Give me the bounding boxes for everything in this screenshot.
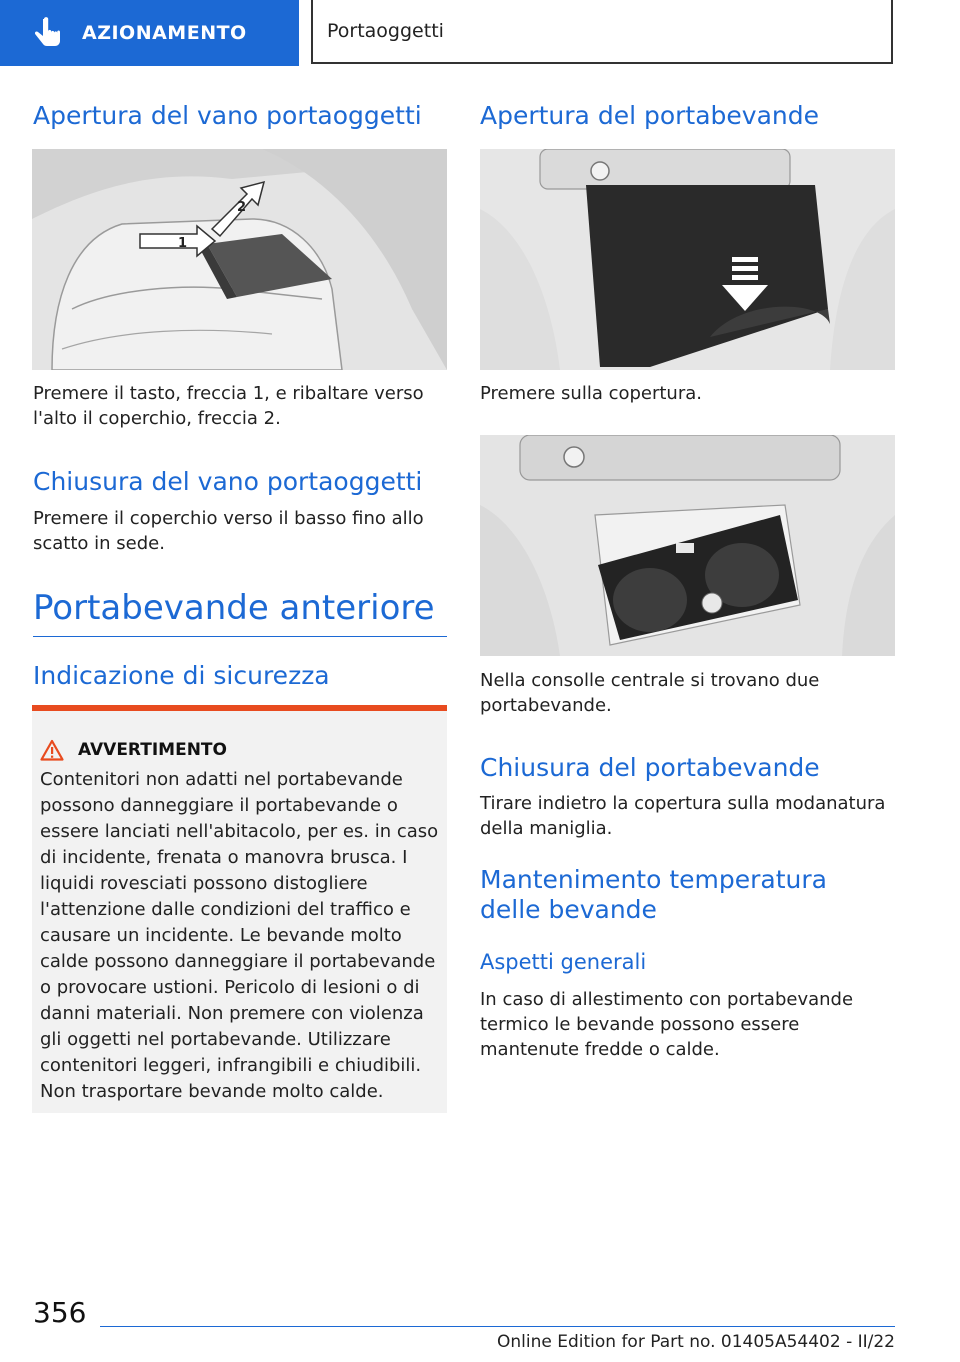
footer-edition: Online Edition for Part no. 01405A54402 - II/22 <box>496 1332 895 1352</box>
cupholder-open-image <box>480 435 895 656</box>
paragraph-console: Nella consolle centrale si trovano due portabevande. <box>480 670 820 716</box>
hand-press-icon <box>26 13 66 53</box>
arrow-2-label: 2 <box>237 200 247 215</box>
warning-header <box>40 739 227 761</box>
paragraph-open-glovebox: Premere il tasto, freccia 1, e ribaltare verso l'alto il coperchio, freccia 2. <box>33 383 424 429</box>
topic-tab[interactable] <box>311 0 893 64</box>
heading-close-cupholder: Chiusura del portabevande <box>480 753 820 782</box>
arrow-1-label: 1 <box>178 236 188 251</box>
paragraph-close-glovebox: Premere il coperchio verso il basso fino allo scatto in sede. <box>33 508 424 554</box>
section-tab[interactable] <box>0 0 299 66</box>
footer-rule <box>100 1326 895 1327</box>
heading-close-glovebox: Chiusura del vano portaoggetti <box>33 467 423 496</box>
heading-general: Aspetti generali <box>480 950 647 974</box>
warning-box <box>32 705 447 1113</box>
cupholder-cover-image <box>480 149 895 370</box>
warning-text: Contenitori non adatti nel portabevande possono danneggiare il portabevande o essere lanciati nell'abitacolo, per es. in caso di incidente, frenata o manovra brusca. I liquidi rovesciati possono distogliere l'attenzione dalle condizioni del traffico e causare un incidente. Le bevande molto calde possono danneggiare il portabevande o provocare ustioni. Pericolo di lesioni o di danni materiali. Non premere con violenza gli oggetti nel portabevande. Utilizzare contenitori leggeri, infrangibili e chiudibili. Non trasportare bevande molto calde. <box>40 769 439 1102</box>
heading-open-glovebox: Apertura del vano portaoggetti <box>33 101 422 130</box>
section-label: AZIONAMENTO <box>82 22 247 44</box>
page-number: 356 <box>33 1296 87 1329</box>
heading-front-cupholder: Portabevande anteriore <box>33 588 435 628</box>
paragraph-general: In caso di allestimento con portabevande termico le bevande possono essere mantenute fredde o calde. <box>480 989 854 1060</box>
heading-rule <box>33 636 447 637</box>
topic-label: Portaoggetti <box>327 20 444 42</box>
paragraph-close-cupholder: Tirare indietro la copertura sulla modanatura della maniglia. <box>480 793 886 839</box>
heading-temperature: Mantenimento temperatura delle bevande <box>480 865 827 924</box>
paragraph-press-cover: Premere sulla copertura. <box>480 383 702 404</box>
heading-open-cupholder: Apertura del portabevande <box>480 101 819 130</box>
warning-triangle-icon <box>40 739 64 761</box>
heading-safety-note: Indicazione di sicurezza <box>33 661 330 690</box>
warning-label: AVVERTIMENTO <box>78 740 227 760</box>
glovebox-image <box>32 149 447 370</box>
